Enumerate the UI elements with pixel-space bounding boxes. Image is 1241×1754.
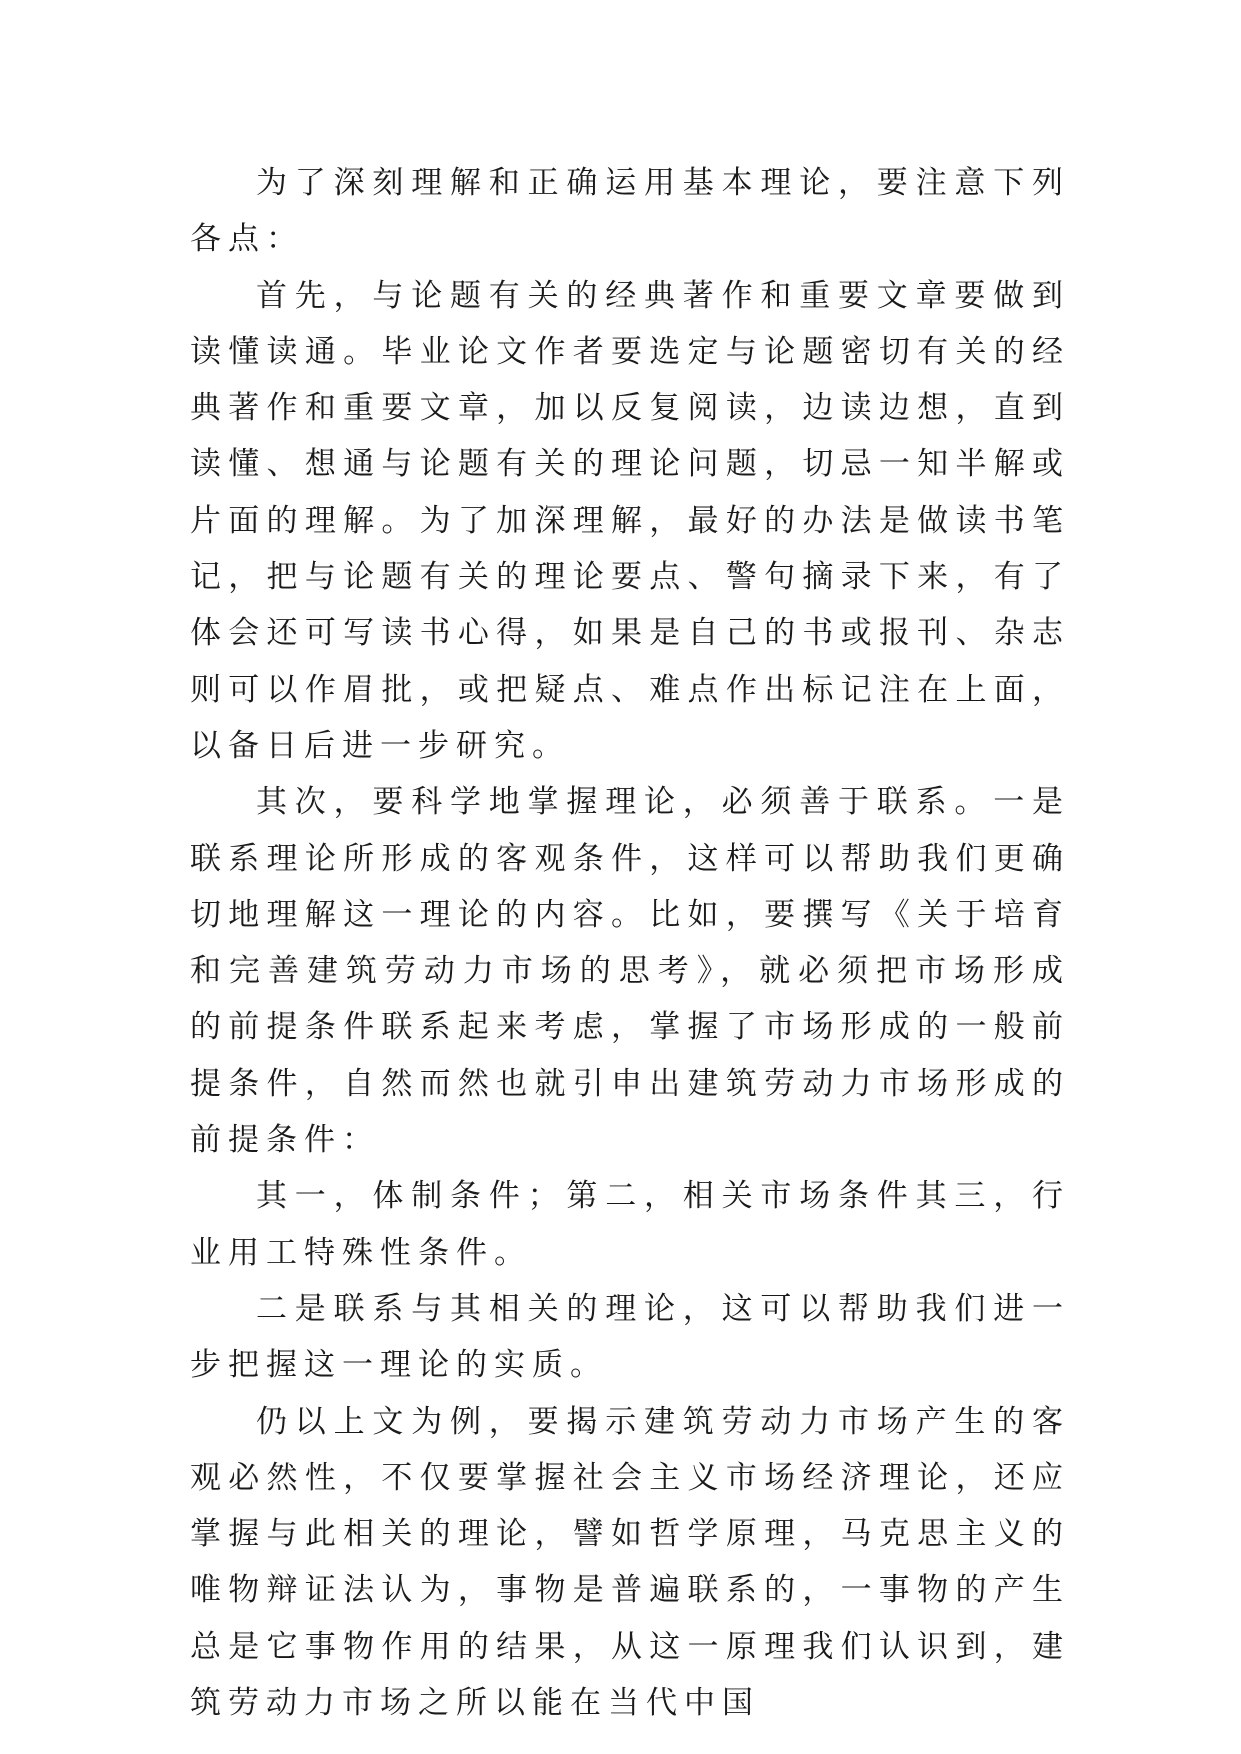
document-body	[190, 155, 1070, 1731]
paragraph-second-point: 其次，要科学地掌握理论，必须善于联系。一是联系理论所形成的客观条件，这样可以帮助我们更确切地理解这一理论的内容。比如，要撰写《关于培育和完善建筑劳动力市场的思考》，就必须把市场形成的前提条件联系起来考虑，掌握了市场形成的一般前提条件，自然而然也就引申出建筑劳动力市场形成的前提条件：	[190, 784, 1070, 1159]
paragraph-intro: 为了深刻理解和正确运用基本理论，要注意下列各点：	[190, 165, 1070, 258]
paragraph-conditions: 其一，体制条件；第二，相关市场条件其三，行业用工特殊性条件。	[190, 1178, 1070, 1271]
paragraph-first-point: 首先，与论题有关的经典著作和重要文章要做到读懂读通。毕业论文作者要选定与论题密切有关的经典著作和重要文章，加以反复阅读，边读边想，直到读懂、想通与论题有关的理论问题，切忌一知半解或片面的理解。为了加深理解，最好的办法是做读书笔记，把与论题有关的理论要点、警句摘录下来，有了体会还可写读书心得，如果是自己的书或报刊、杂志则可以作眉批，或把疑点、难点作出标记注在上面，以备日后进一步研究。	[190, 277, 1070, 764]
paragraph-example: 仍以上文为例，要揭示建筑劳动力市场产生的客观必然性，不仅要掌握社会主义市场经济理论，还应掌握与此相关的理论，譬如哲学原理，马克思主义的唯物辩证法认为，事物是普遍联系的，一事物的产生总是它事物作用的结果，从这一原理我们认识到，建筑劳动力市场之所以能在当代中国	[190, 1403, 1070, 1722]
paragraph-related-theory: 二是联系与其相关的理论，这可以帮助我们进一步把握这一理论的实质。	[190, 1290, 1070, 1384]
